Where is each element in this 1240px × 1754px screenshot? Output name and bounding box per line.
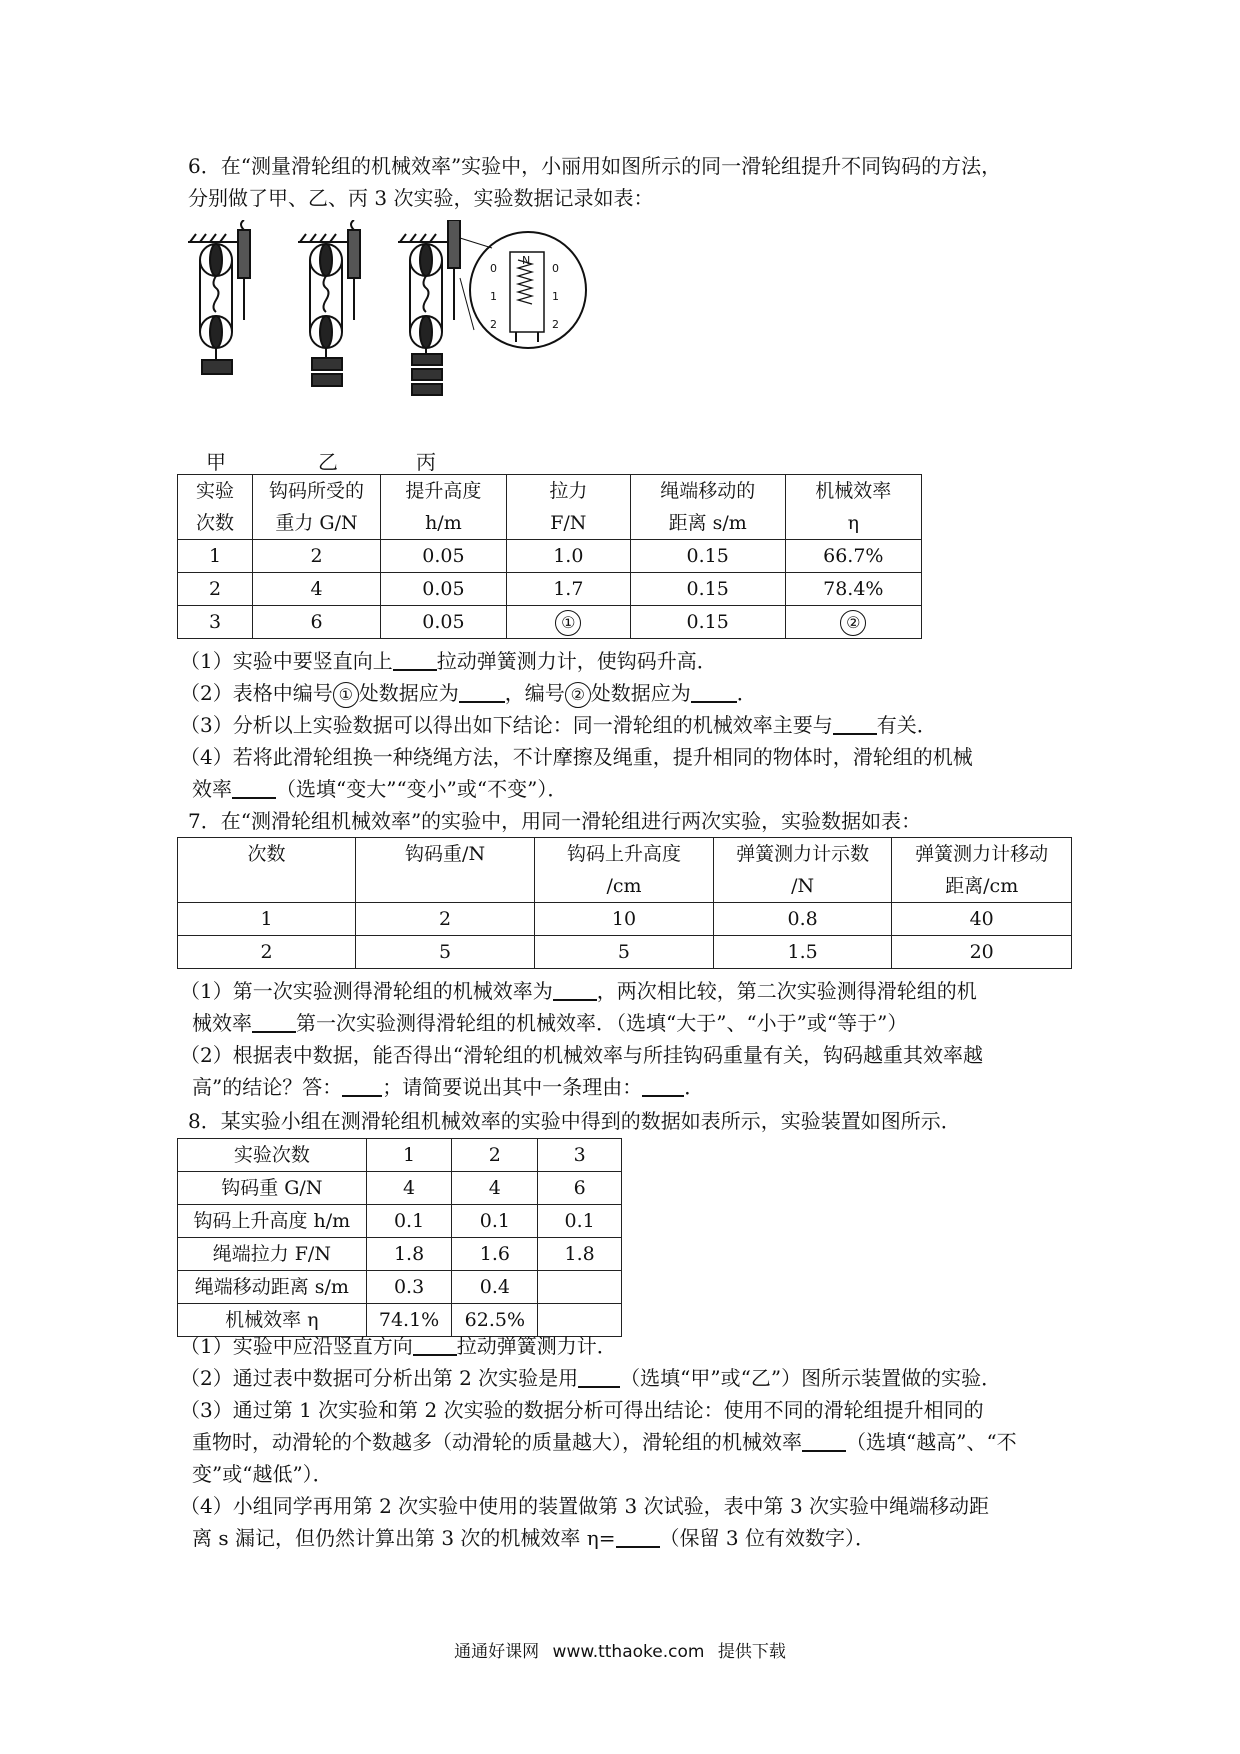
header-cell: 提升高度 h/m bbox=[380, 475, 506, 540]
table-cell: 4 bbox=[366, 1172, 452, 1205]
header-cell: 弹簧测力计示数 /N bbox=[713, 838, 892, 903]
table-cell: 钩码重 G/N bbox=[178, 1172, 367, 1205]
table-row bbox=[178, 1205, 622, 1238]
answer-blank[interactable] bbox=[342, 1075, 382, 1097]
q6-sub4a: （4）若将此滑轮组换一种绕绳方法，不计摩擦及绳重，提升相同的物体时，滑轮组的机械 bbox=[180, 745, 973, 769]
svg-text:0: 0 bbox=[552, 262, 559, 275]
q6-sub2: （2）表格中编号 ① 处数据应为 ，编号 ② 处数据应为 ． bbox=[180, 677, 1060, 709]
table-cell: 1 bbox=[178, 540, 253, 573]
header-cell: 实验 次数 bbox=[178, 475, 253, 540]
table-cell: 20 bbox=[892, 936, 1072, 969]
header-cell: 钩码重/N bbox=[356, 838, 535, 903]
table-cell: 1.7 bbox=[506, 573, 630, 606]
q8-table bbox=[177, 1138, 622, 1337]
q8-sub1: （1）实验中应沿竖直方向 拉动弹簧测力计． bbox=[180, 1334, 617, 1358]
apparatus-yi bbox=[298, 220, 360, 386]
apparatus-jia bbox=[188, 220, 250, 374]
table-cell: 0.05 bbox=[380, 540, 506, 573]
page-footer bbox=[0, 1637, 1240, 1662]
table-row bbox=[178, 1172, 622, 1205]
q8-sub4b: 离 s 漏记，但仍然计算出第 3 次的机械效率 η= （保留 3 位有效数字）． bbox=[192, 1526, 875, 1550]
q6-subquestions bbox=[180, 645, 1060, 805]
circled-number-2: ② bbox=[840, 610, 866, 636]
table-cell: 1.6 bbox=[452, 1238, 538, 1271]
header-cell: 弹簧测力计移动 距离/cm bbox=[892, 838, 1072, 903]
table-cell: 1.8 bbox=[366, 1238, 452, 1271]
table-row bbox=[178, 1238, 622, 1271]
table-cell: 74.1% bbox=[366, 1304, 452, 1337]
table-cell bbox=[538, 1271, 622, 1304]
figure-label-yi: 乙 bbox=[318, 450, 338, 474]
q6-line1: 6．在“测量滑轮组的机械效率”实验中，小丽用如图所示的同一滑轮组提升不同钩码的方法， bbox=[188, 154, 1002, 178]
q7-sub1a: （1）第一次实验测得滑轮组的机械效率为 ，两次相比较，第二次实验测得滑轮组的机 bbox=[180, 979, 977, 1003]
table-row bbox=[178, 903, 1072, 936]
svg-text:1: 1 bbox=[490, 290, 497, 303]
table-row bbox=[178, 1271, 622, 1304]
table-cell: 0.4 bbox=[452, 1271, 538, 1304]
q8-line1: 8．某实验小组在测滑轮组机械效率的实验中得到的数据如表所示，实验装置如图所示． bbox=[188, 1109, 961, 1133]
q7-sub2a: （2）根据表中数据，能否得出“滑轮组的机械效率与所挂钩码重量有关，钩码越重其效率越 bbox=[180, 1043, 983, 1067]
q8-sub2: （2）通过表中数据可分析出第 2 次实验是用 （选填“甲”或“乙”）图所示装置做的实验． bbox=[180, 1366, 1002, 1390]
svg-text:1: 1 bbox=[552, 290, 559, 303]
q8-subquestions bbox=[180, 1330, 1060, 1554]
q7-table bbox=[177, 837, 1072, 969]
table-header-row bbox=[178, 475, 922, 540]
table-cell: 1.0 bbox=[506, 540, 630, 573]
q8-sub4a: （4）小组同学再用第 2 次实验中使用的装置做第 3 次试验，表中第 3 次实验中绳端移动距 bbox=[180, 1494, 990, 1518]
table-cell: 0.8 bbox=[713, 903, 892, 936]
q7-subquestions bbox=[180, 975, 1060, 1103]
answer-blank[interactable] bbox=[232, 777, 276, 799]
table-cell: 0.05 bbox=[380, 606, 506, 639]
q6-table bbox=[177, 474, 922, 639]
table-row bbox=[178, 936, 1072, 969]
table-header-row bbox=[178, 838, 1072, 903]
q6-sub4b: 效率 （选填“变大”“变小”或“不变”）． bbox=[192, 777, 568, 801]
header-cell: 钩码所受的 重力 G/N bbox=[253, 475, 381, 540]
gauge-unit: N bbox=[522, 254, 531, 267]
q7-sub1b: 械效率 第一次实验测得滑轮组的机械效率．（选填“大于”、“小于”或“等于”） bbox=[192, 1011, 908, 1035]
answer-blank[interactable] bbox=[802, 1430, 846, 1452]
table-row bbox=[178, 540, 922, 573]
table-cell: 0.1 bbox=[452, 1205, 538, 1238]
apparatus-bing bbox=[398, 220, 586, 395]
header-cell: 绳端移动的 距离 s/m bbox=[630, 475, 785, 540]
header-cell: 次数 bbox=[178, 838, 356, 903]
answer-blank[interactable] bbox=[393, 649, 437, 671]
footer-site-name: 通通好课网 bbox=[454, 1642, 540, 1662]
table-cell: 4 bbox=[253, 573, 381, 606]
table-cell: 钩码上升高度 h/m bbox=[178, 1205, 367, 1238]
circled-number-1: ① bbox=[555, 610, 581, 636]
figure-label-bing: 丙 bbox=[416, 450, 436, 474]
q6-sub3: （3）分析以上实验数据可以得出如下结论：同一滑轮组的机械效率主要与 有关． bbox=[180, 713, 937, 737]
table-cell: 5 bbox=[356, 936, 535, 969]
q8-intro bbox=[188, 1105, 1068, 1137]
table-cell: 1.5 bbox=[713, 936, 892, 969]
table-cell: 66.7% bbox=[785, 540, 921, 573]
table-cell: 6 bbox=[253, 606, 381, 639]
table-cell: 0.15 bbox=[630, 540, 785, 573]
table-cell: 40 bbox=[892, 903, 1072, 936]
figure-label-jia: 甲 bbox=[206, 450, 226, 474]
answer-blank[interactable] bbox=[691, 681, 737, 703]
table-cell: 0.1 bbox=[366, 1205, 452, 1238]
table-row bbox=[178, 606, 922, 639]
table-cell: 78.4% bbox=[785, 573, 921, 606]
table-cell: 3 bbox=[178, 606, 253, 639]
q6-sub1: （1）实验中要竖直向上 拉动弹簧测力计，使钩码升高． bbox=[180, 649, 717, 673]
header-cell: 拉力 F/N bbox=[506, 475, 630, 540]
q8-sub3b: 重物时，动滑轮的个数越多（动滑轮的质量越大），滑轮组的机械效率 （选填“越高”、“不 bbox=[192, 1430, 1017, 1454]
table-cell: 绳端拉力 F/N bbox=[178, 1238, 367, 1271]
table-cell: 6 bbox=[538, 1172, 622, 1205]
q8-sub3c: 变”或“越低”）． bbox=[192, 1462, 333, 1486]
svg-text:0: 0 bbox=[490, 262, 497, 275]
table-cell: 机械效率 η bbox=[178, 1304, 367, 1337]
answer-blank[interactable] bbox=[459, 681, 505, 703]
footer-url[interactable]: www.tthaoke.com bbox=[552, 1642, 705, 1662]
table-row bbox=[178, 1139, 622, 1172]
answer-blank[interactable] bbox=[833, 713, 877, 735]
header-cell: 钩码上升高度 /cm bbox=[535, 838, 714, 903]
q8-sub3a: （3）通过第 1 次实验和第 2 次实验的数据分析可得出结论：使用不同的滑轮组提升相同的 bbox=[180, 1398, 984, 1422]
table-cell: 0.15 bbox=[630, 606, 785, 639]
table-cell: 2 bbox=[356, 903, 535, 936]
header-cell: 机械效率 η bbox=[785, 475, 921, 540]
svg-text:2: 2 bbox=[552, 318, 559, 331]
q6-line2: 分别做了甲、乙、丙 3 次实验，实验数据记录如表： bbox=[188, 186, 654, 210]
table-cell: 10 bbox=[535, 903, 714, 936]
table-cell: 1 bbox=[366, 1139, 452, 1172]
q7-intro bbox=[188, 805, 1068, 837]
answer-blank[interactable] bbox=[642, 1075, 684, 1097]
table-cell bbox=[785, 606, 921, 639]
pulley-diagram bbox=[188, 220, 628, 470]
q7-line1: 7．在“测滑轮组机械效率”的实验中，用同一滑轮组进行两次实验，实验数据如表： bbox=[188, 809, 922, 833]
table-cell: 0.1 bbox=[538, 1205, 622, 1238]
pulley-figure bbox=[188, 220, 628, 474]
table-cell: 2 bbox=[253, 540, 381, 573]
table-cell: 0.05 bbox=[380, 573, 506, 606]
footer-download-text: 提供下载 bbox=[717, 1642, 786, 1662]
table-cell: 2 bbox=[452, 1139, 538, 1172]
table-cell: 1.8 bbox=[538, 1238, 622, 1271]
answer-blank[interactable] bbox=[578, 1366, 620, 1388]
table-cell: 2 bbox=[178, 573, 253, 606]
table-cell: 62.5% bbox=[452, 1304, 538, 1337]
table-cell: 1 bbox=[178, 903, 356, 936]
table-cell: 实验次数 bbox=[178, 1139, 367, 1172]
answer-blank[interactable] bbox=[553, 979, 597, 1001]
q7-sub2b: 高”的结论？答： ；请简要说出其中一条理由： ． bbox=[192, 1075, 705, 1099]
table-cell: 4 bbox=[452, 1172, 538, 1205]
table-cell: 0.3 bbox=[366, 1271, 452, 1304]
table-row bbox=[178, 573, 922, 606]
answer-blank[interactable] bbox=[616, 1526, 660, 1548]
table-cell: 3 bbox=[538, 1139, 622, 1172]
table-cell: 2 bbox=[178, 936, 356, 969]
answer-blank[interactable] bbox=[413, 1334, 457, 1356]
table-cell bbox=[506, 606, 630, 639]
table-cell: 0.15 bbox=[630, 573, 785, 606]
answer-blank[interactable] bbox=[252, 1011, 296, 1033]
table-cell: 5 bbox=[535, 936, 714, 969]
svg-text:2: 2 bbox=[490, 318, 497, 331]
table-cell: 绳端移动距离 s/m bbox=[178, 1271, 367, 1304]
q6-intro bbox=[188, 150, 1068, 214]
